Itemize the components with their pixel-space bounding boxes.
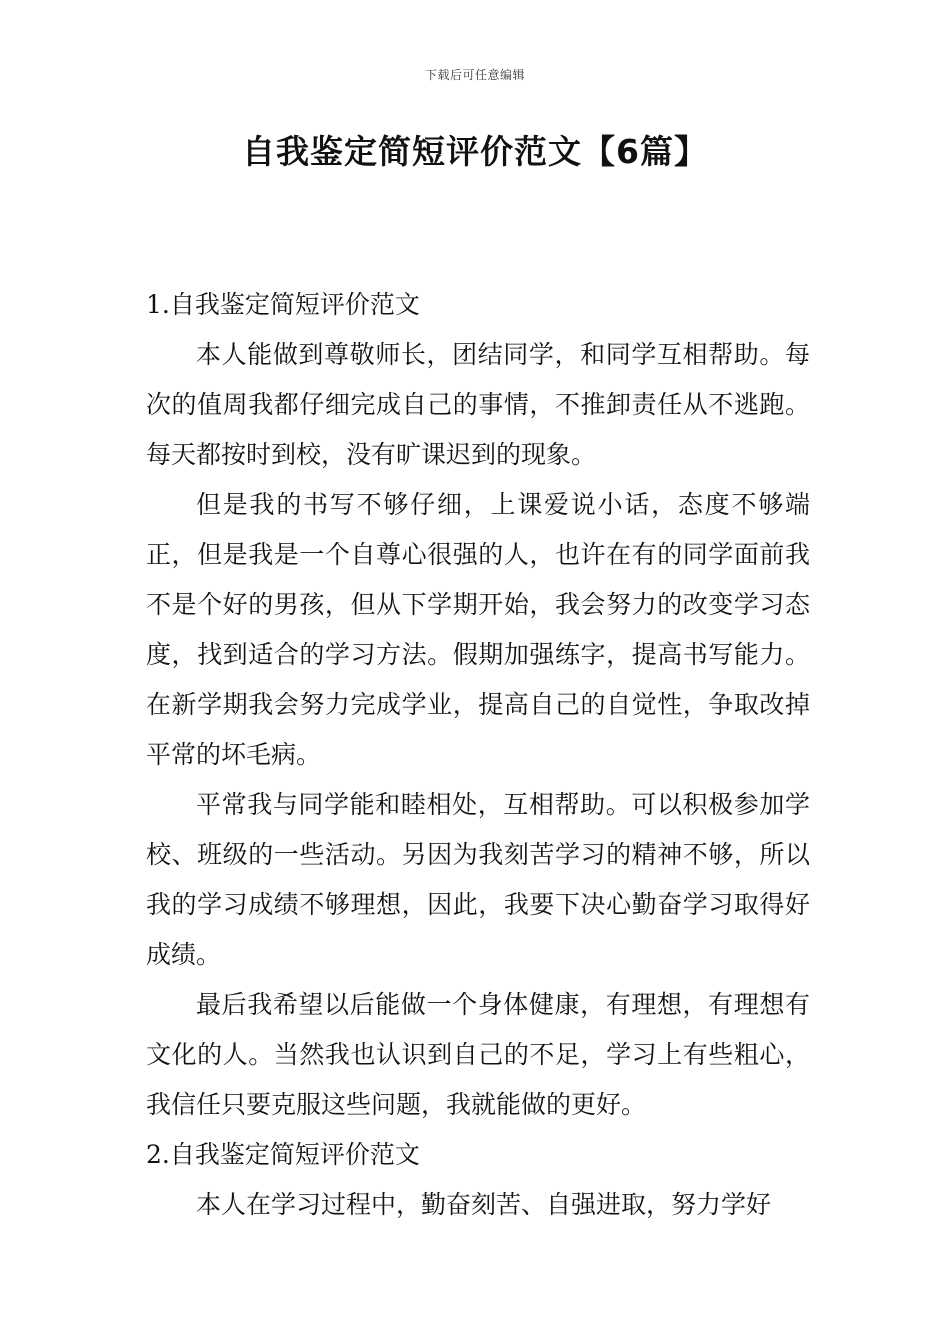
paragraph: 本人在学习过程中，勤奋刻苦、自强进取，努力学好 [196, 1190, 772, 1219]
paragraph: 本人能做到尊敬师长，团结同学，和同学互相帮助。每次的值周我都仔细完成自己的事情，不推卸责任从不逃跑。每天都按时到校，没有旷课迟到的现象。 [146, 340, 810, 469]
paragraph: 但是我的书写不够仔细，上课爱说小话，态度不够端正，但是我是一个自尊心很强的人，也许在有的同学面前我不是个好的男孩，但从下学期开始，我会努力的改变学习态度，找到适合的学习方法。假期加强练字，提高书写能力。在新学期我会努力完成学业，提高自己的自觉性，争取改掉平常的坏毛病。 [146, 490, 810, 769]
header-note: 下载后可任意编辑 [424, 68, 525, 82]
document-title: 自我鉴定简短评价范文【6篇】 [242, 132, 708, 171]
document-body [146, 280, 810, 1230]
section-2 [146, 1130, 810, 1230]
section-heading: 2.自我鉴定简短评价范文 [146, 1140, 420, 1169]
section-1 [146, 280, 810, 1130]
paragraph: 最后我希望以后能做一个身体健康，有理想，有理想有文化的人。当然我也认识到自己的不足，学习上有些粗心，我信任只要克服这些问题，我就能做的更好。 [146, 990, 810, 1119]
paragraph: 平常我与同学能和睦相处，互相帮助。可以积极参加学校、班级的一些活动。另因为我刻苦学习的精神不够，所以我的学习成绩不够理想，因此，我要下决心勤奋学习取得好成绩。 [146, 790, 810, 969]
section-heading: 1.自我鉴定简短评价范文 [146, 290, 420, 319]
